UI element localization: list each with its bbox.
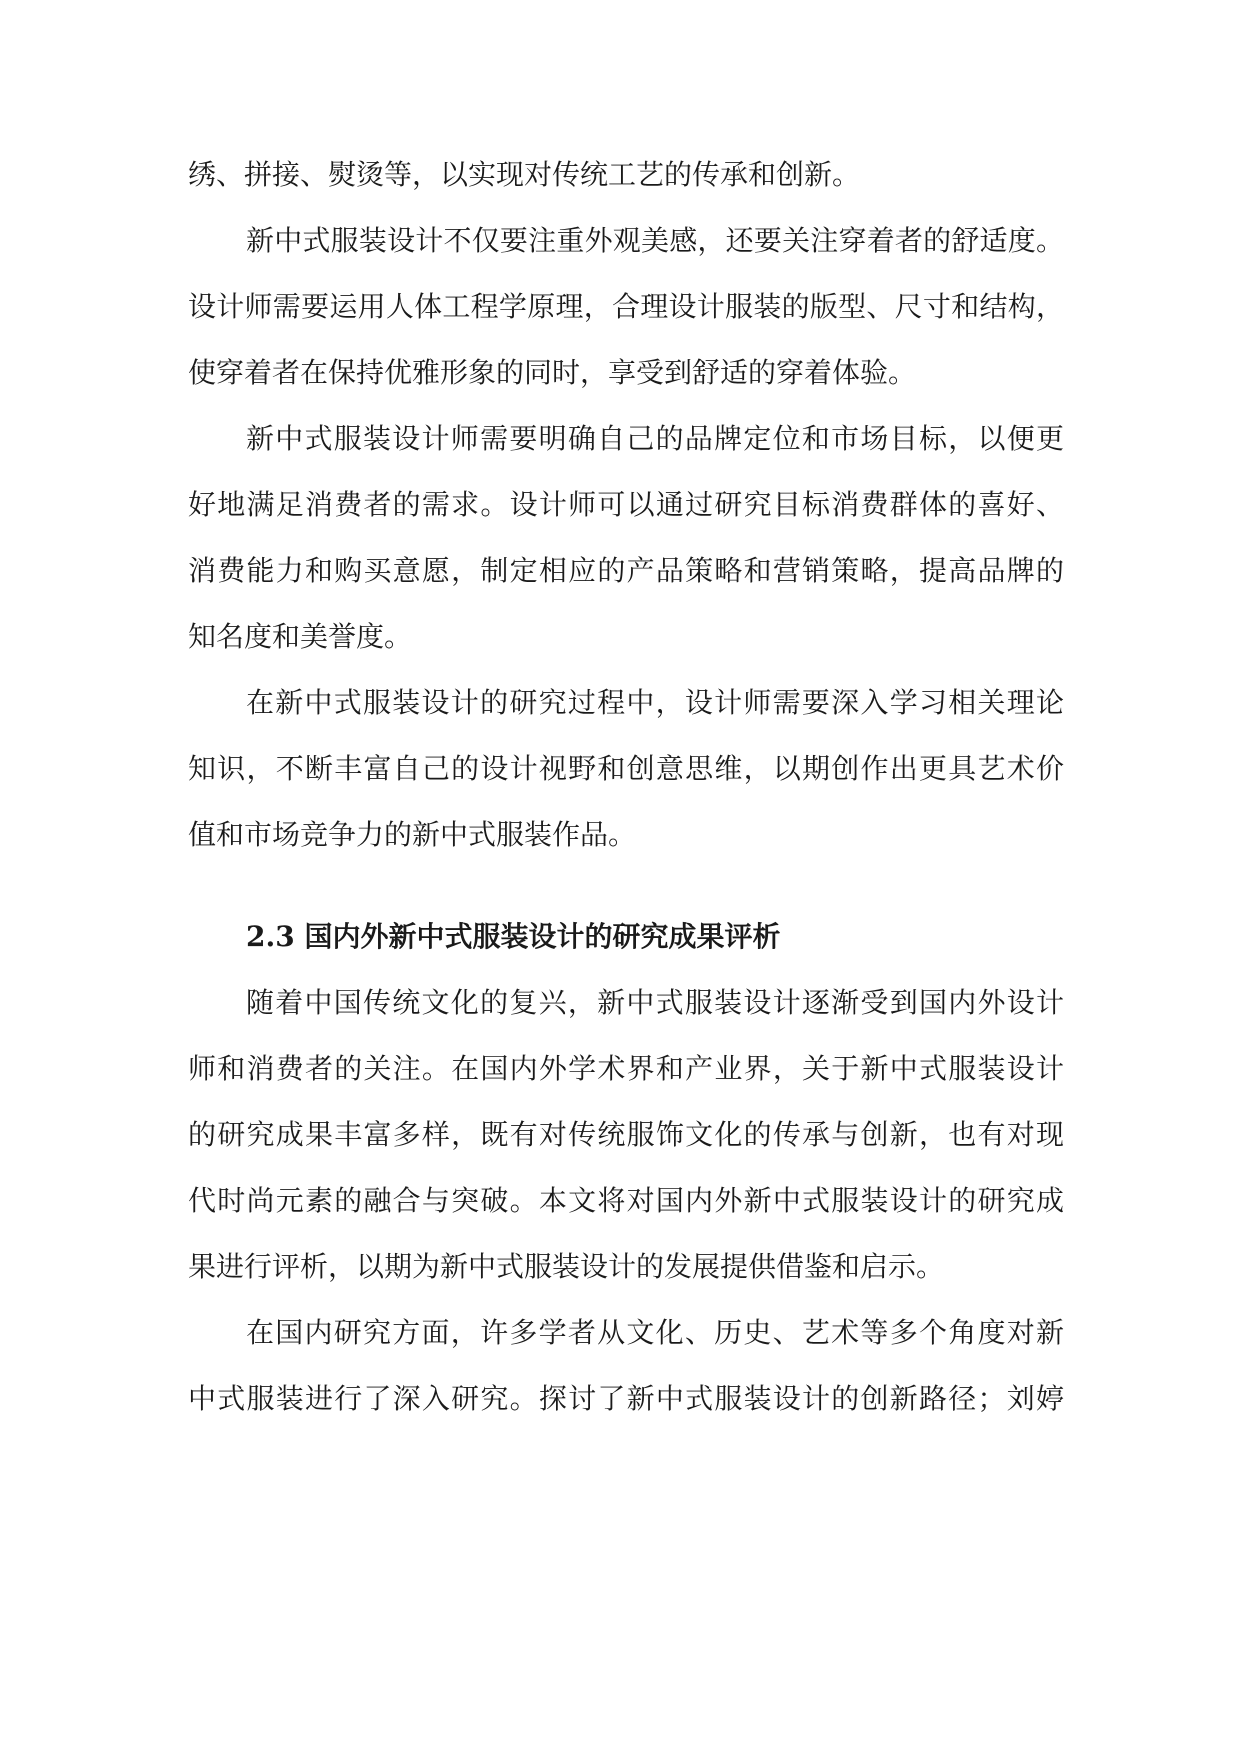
text-line: 使穿着者在保持优雅形象的同时，享受到舒适的穿着体验。: [188, 356, 917, 389]
text-line: 新中式服装设计不仅要注重外观美感，还要关注穿着者的舒适度。: [246, 224, 1064, 257]
text-line: 在新中式服装设计的研究过程中，设计师需要深入学习相关理论: [246, 686, 1064, 719]
section-heading: 2.3 国内外新中式服装设计的研究成果评析: [246, 920, 781, 953]
text-line: 知识，不断丰富自己的设计视野和创意思维，以期创作出更具艺术价: [188, 752, 1064, 785]
text-line: 消费能力和购买意愿，制定相应的产品策略和营销策略，提高品牌的: [188, 554, 1064, 587]
paragraph-craft-continuation: [188, 142, 1064, 208]
paragraph-research-process: [188, 670, 1064, 868]
paragraph-research-overview: [188, 970, 1064, 1300]
text-line: 师和消费者的关注。在国内外学术界和产业界，关于新中式服装设计: [188, 1052, 1064, 1085]
text-line: 中式服装进行了深入研究。探讨了新中式服装设计的创新路径；刘婷: [188, 1382, 1064, 1415]
text-line: 知名度和美誉度。: [188, 620, 413, 653]
text-line: 新中式服装设计师需要明确自己的品牌定位和市场目标，以便更: [246, 422, 1064, 455]
text-line: 好地满足消费者的需求。设计师可以通过研究目标消费群体的喜好、: [188, 488, 1064, 521]
paragraph-domestic-research: [188, 1300, 1064, 1432]
text-line: 在国内研究方面，许多学者从文化、历史、艺术等多个角度对新: [246, 1316, 1064, 1349]
text-line: 值和市场竞争力的新中式服装作品。: [188, 818, 637, 851]
document-body: [188, 142, 1064, 1432]
text-line: 设计师需要运用人体工程学原理，合理设计服装的版型、尺寸和结构，: [188, 290, 1064, 323]
text-line: 果进行评析，以期为新中式服装设计的发展提供借鉴和启示。: [188, 1250, 945, 1283]
paragraph-comfort: [188, 208, 1064, 406]
text-line: 绣、拼接、熨烫等，以实现对传统工艺的传承和创新。: [188, 158, 861, 191]
text-line: 随着中国传统文化的复兴，新中式服装设计逐渐受到国内外设计: [246, 986, 1064, 1019]
text-line: 代时尚元素的融合与突破。本文将对国内外新中式服装设计的研究成: [188, 1184, 1064, 1217]
paragraph-brand-positioning: [188, 406, 1064, 670]
text-line: 的研究成果丰富多样，既有对传统服饰文化的传承与创新，也有对现: [188, 1118, 1064, 1151]
